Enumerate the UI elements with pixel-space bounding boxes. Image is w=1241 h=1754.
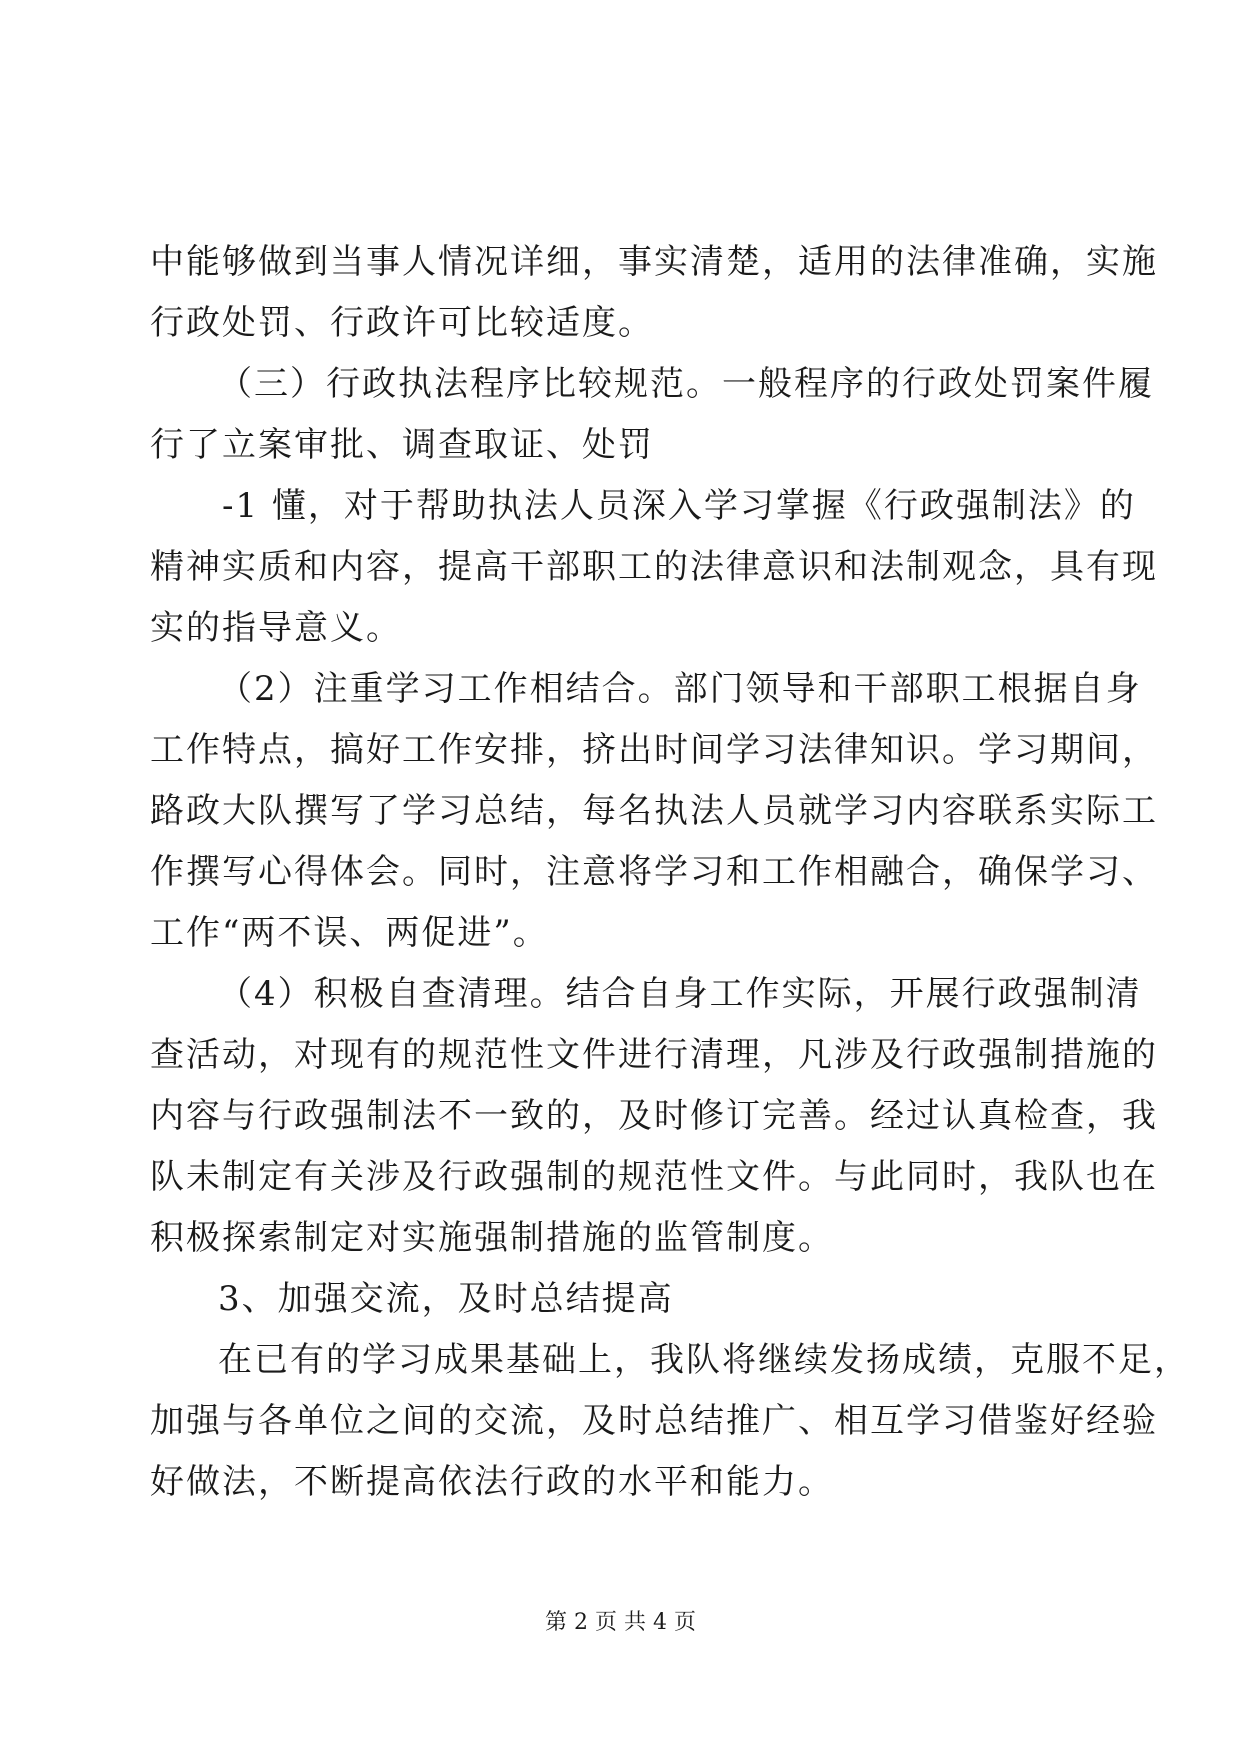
text-line: 工作“两不误、两促进”。 [150, 913, 549, 953]
text-line: 积极探索制定对实施强制措施的监管制度。 [150, 1218, 834, 1258]
text-line: 队未制定有关涉及行政强制的规范性文件。与此同时，我队也在 [150, 1157, 1158, 1197]
text-line: 精神实质和内容，提高干部职工的法律意识和法制观念，具有现 [150, 547, 1158, 587]
text-line: 行了立案审批、调查取证、处罚 [150, 425, 654, 465]
text-line: 中能够做到当事人情况详细，事实清楚，适用的法律准确，实施 [150, 242, 1158, 282]
text-line: 好做法，不断提高依法行政的水平和能力。 [150, 1462, 834, 1502]
text-line: -1 懂，对于帮助执法人员深入学习掌握《行政强制法》的 [222, 486, 1136, 526]
page-footer: 第 2 页 共 4 页 [545, 1610, 696, 1635]
text-line: 查活动，对现有的规范性文件进行清理，凡涉及行政强制措施的 [150, 1035, 1158, 1075]
text-line: （三）行政执法程序比较规范。一般程序的行政处罚案件履 [218, 364, 1154, 404]
text-line: 行政处罚、行政许可比较适度。 [150, 303, 654, 343]
document-body [150, 232, 1190, 1513]
text-line: 实的指导意义。 [150, 608, 402, 648]
text-line: 加强与各单位之间的交流，及时总结推广、相互学习借鉴好经验 [150, 1401, 1158, 1441]
text-line: 3、加强交流，及时总结提高 [218, 1279, 674, 1319]
text-line: （4）积极自查清理。结合自身工作实际，开展行政强制清 [218, 974, 1142, 1014]
text-line: 路政大队撰写了学习总结，每名执法人员就学习内容联系实际工 [150, 791, 1158, 831]
text-line: 内容与行政强制法不一致的，及时修订完善。经过认真检查，我 [150, 1096, 1158, 1136]
text-line: 工作特点，搞好工作安排，挤出时间学习法律知识。学习期间， [150, 730, 1158, 770]
text-line: 在已有的学习成果基础上，我队将继续发扬成绩，克服不足， [218, 1340, 1190, 1380]
text-line: 作撰写心得体会。同时，注意将学习和工作相融合，确保学习、 [150, 852, 1158, 892]
text-line: （2）注重学习工作相结合。部门领导和干部职工根据自身 [218, 669, 1142, 709]
